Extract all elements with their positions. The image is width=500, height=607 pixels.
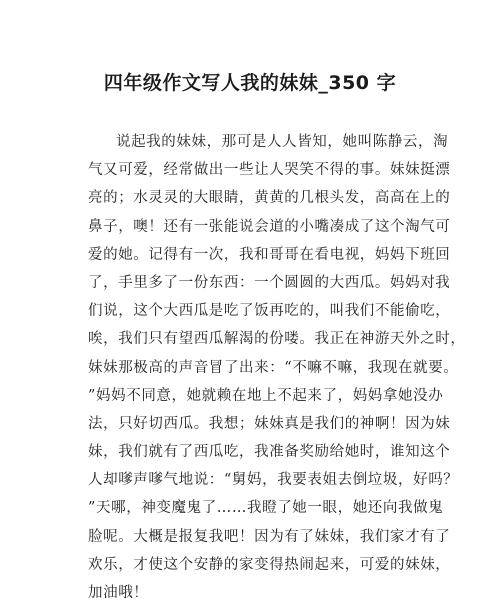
essay-line: 们说，这个大西瓜是吃了饭再吃的，叫我们不能偷吃， — [88, 303, 451, 320]
essay-line: 鼻子，噢！还有一张能说会道的小嘴凑成了这个淘气可 — [88, 218, 451, 235]
essay-line: 欢乐，才使这个安静的家变得热闹起来，可爱的妹妹， — [88, 556, 451, 573]
essay-line: 说起我的妹妹，那可是人人皆知，她叫陈静云，淘 — [116, 134, 449, 150]
essay-line: 脸呢。大概是报复我吧！因为有了妹妹，我们家才有了 — [88, 528, 451, 545]
essay-line: ”妈妈不同意，她就赖在地上不起来了，妈妈拿她没办 — [88, 387, 444, 404]
essay-line: 妹妹那极高的声音冒了出来：“不嘛不嘛，我现在就要。 — [88, 359, 459, 376]
essay-line: 气又可爱，经常做出一些让人哭笑不得的事。妹妹挺漂 — [88, 162, 451, 179]
essay-line: ”天哪，神变魔鬼了……我瞪了她一眼，她还向我做鬼 — [88, 500, 444, 517]
essay-line: 唉，我们只有望西瓜解渴的份喽。我正在神游天外之时， — [88, 331, 466, 348]
essay-line: 了，手里多了一份东西：一个圆圆的大西瓜。妈妈对我 — [88, 274, 451, 291]
document-title: 四年级作文写人我的妹妹_350 字 — [103, 72, 397, 94]
essay-line: 爱的她。记得有一次，我和哥哥在看电视，妈妈下班回 — [88, 246, 451, 263]
essay-line: 亮的；水灵灵的大眼睛，黄黄的几根头发，高高在上的 — [88, 190, 451, 207]
essay-body — [88, 128, 466, 607]
essay-line: 法，只好切西瓜。我想；妹妹真是我们的神啊！因为妹 — [88, 415, 451, 432]
essay-line: 妹，我们就有了西瓜吃，我准备奖励给她时，谁知这个 — [88, 444, 451, 461]
essay-line: 加油哦！ — [88, 585, 149, 601]
essay-line: 人却嗲声嗲气地说：“舅妈，我要表姐去倒垃圾，好吗？ — [88, 472, 459, 489]
